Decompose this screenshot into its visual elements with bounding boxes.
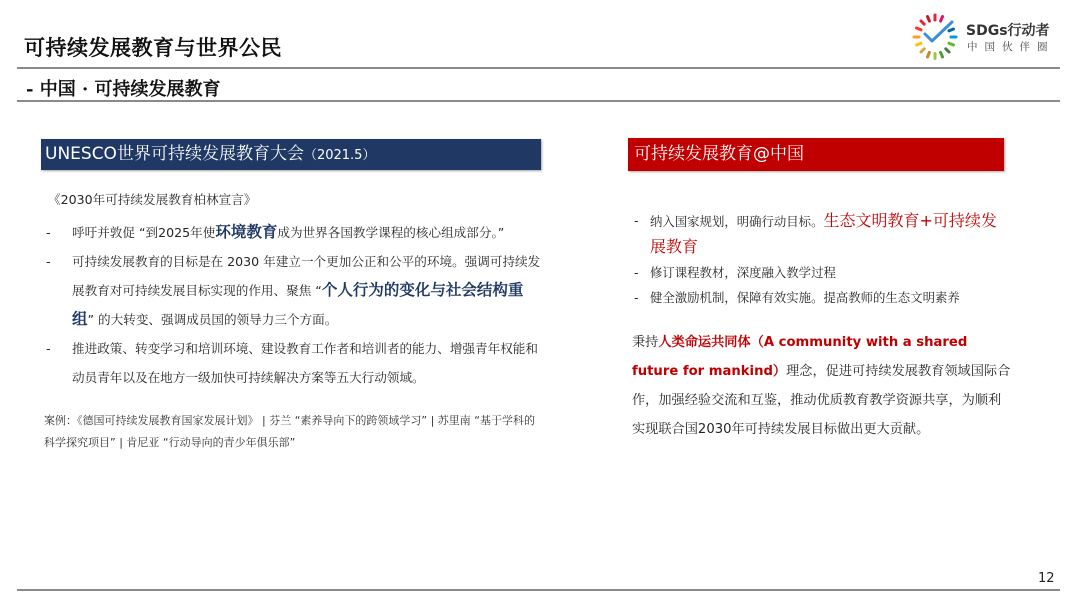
- page-subtitle: - 中国 · 可持续发展教育: [26, 79, 221, 100]
- china-esd-content: [632, 208, 1012, 444]
- bullet-dash: -: [46, 254, 51, 269]
- bullet-dash: -: [634, 290, 639, 305]
- page-title: 可持续发展教育与世界公民: [24, 35, 282, 60]
- berlin-declaration-title: 《2030年可持续发展教育柏林宣言》: [48, 192, 257, 207]
- unesco-conference-title: UNESCO世界可持续发展教育大会: [45, 144, 304, 164]
- unesco-content: [44, 190, 544, 454]
- bullet-text: 健全激励机制，保障有效实施。提高教师的生态文明素养: [650, 290, 960, 305]
- bullet-text: 呼吁并敦促 “到2025年使: [72, 225, 216, 240]
- unesco-conference-header: [41, 139, 541, 170]
- case-examples: 案例：《德国可持续发展教育国家发展计划》 | 芬兰 “素养导向下的跨领域学习” | 苏里南 “基于学科的科学探究项目” | 肯尼亚 “行动导向的青少年俱乐部”: [44, 414, 535, 449]
- list-item: [44, 334, 544, 392]
- list-item: [632, 285, 1012, 310]
- highlight-behavior-change: 个人行为的变化与社会结构重组: [72, 281, 524, 328]
- bullet-dash: -: [46, 225, 51, 240]
- bullet-dash: -: [634, 265, 639, 280]
- highlight-shared-future: 人类命运共同体（A community with a shared future for mankind）: [632, 335, 968, 379]
- title-divider: [17, 67, 1060, 69]
- paragraph-text: 秉持: [632, 335, 659, 350]
- paragraph-text: 理念，促进可持续发展教育领域国际合作，加强经验交流和互鉴，推动优质教育教学资源共享，为顺利实现联合国2030年可持续发展目标做出更大贡献。: [632, 364, 1011, 437]
- list-item: [44, 247, 544, 334]
- list-item: [632, 260, 1012, 285]
- china-esd-header: 可持续发展教育@中国: [628, 138, 1004, 171]
- highlight-environmental-education: 环境教育: [215, 223, 278, 241]
- highlight-eco-civilization: 生态文明教育+可持续发展教育: [650, 211, 997, 256]
- list-item: [632, 208, 1012, 260]
- bullet-text: 成为世界各国教学课程的核心组成部分。”: [277, 225, 505, 240]
- community-shared-future-paragraph: [632, 328, 1012, 444]
- footer-divider: [17, 589, 1060, 591]
- bullet-text: 修订课程教材，深度融入教学过程: [650, 265, 836, 280]
- bullet-text: ” 的大转变、强调成员国的领导力三个方面。: [87, 312, 338, 327]
- sdgs-clock-check-icon: [908, 10, 962, 64]
- page-number: 12: [1038, 571, 1055, 586]
- bullet-dash: -: [46, 341, 51, 356]
- bullet-dash: -: [634, 213, 639, 228]
- bullet-text: 可持续发展教育的目标是在 2030 年建立一个更加公正和公平的环境。强调可持续发展教育对可持续发展目标实现的作用、聚焦 “: [72, 254, 541, 298]
- bullet-text: 推进政策、转变学习和培训环境、建设教育工作者和培训者的能力、增强青年权能和动员青年以及在地方一级加快可持续解决方案等五大行动领域。: [72, 341, 538, 385]
- unesco-conference-date: （2021.5）: [303, 148, 376, 163]
- bullet-text: 纳入国家规划，明确行动目标。: [650, 214, 824, 229]
- list-item: [44, 218, 544, 247]
- logo-text-secondary: 中国伙伴圈: [967, 41, 1055, 53]
- logo-text-primary: SDGs行动者: [966, 23, 1050, 39]
- subtitle-divider: [17, 100, 1060, 102]
